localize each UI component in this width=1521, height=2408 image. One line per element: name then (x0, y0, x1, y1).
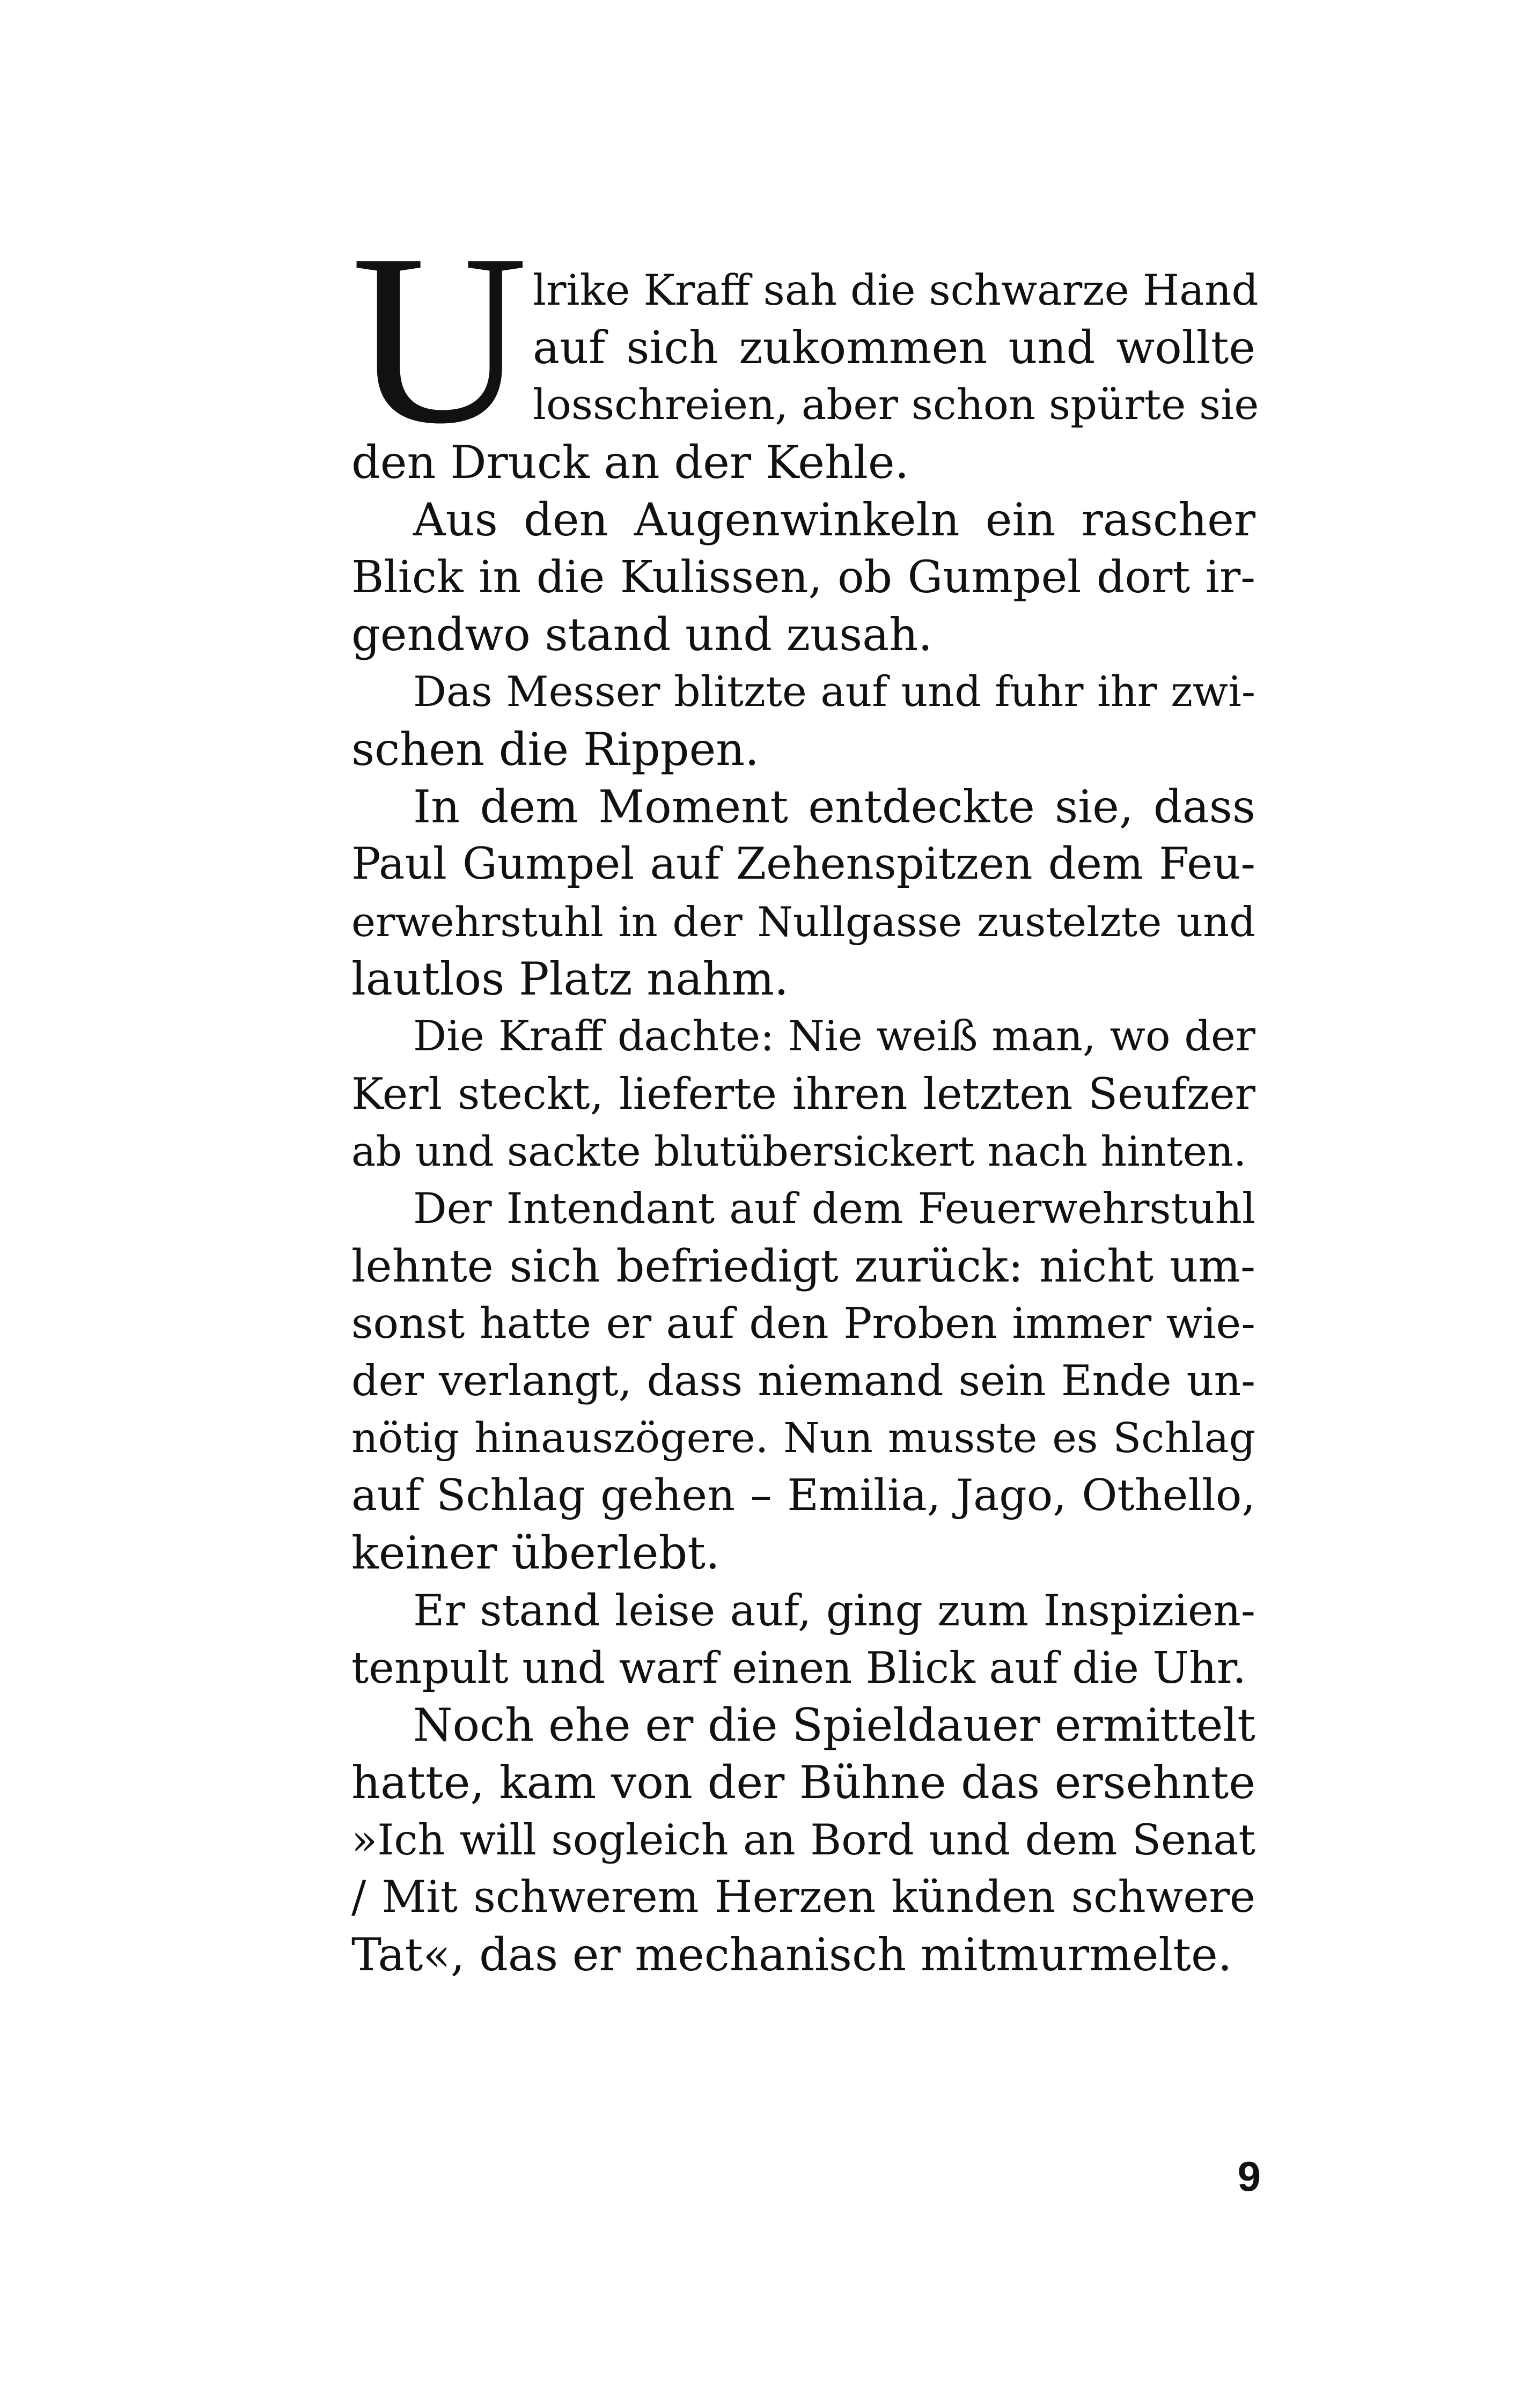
text-line: / Mit schwerem Herzen künden schwere (351, 1872, 1255, 1923)
text-line: auf sich zukommen und wollte (533, 321, 1255, 374)
text-line: keiner überlebt. (351, 1527, 720, 1579)
text-line: auf Schlag gehen – Emilia, Jago, Othello, (351, 1470, 1255, 1521)
text-line: Blick in die Kulissen, ob Gumpel dort ir- (351, 552, 1255, 603)
text-line: Der Intendant auf dem Feuerwehrstuhl (413, 1184, 1255, 1233)
body-text (351, 262, 1259, 1984)
text-line: lehnte sich befriedigt zurück: nicht um- (351, 1240, 1255, 1292)
text-line: Aus den Augenwinkeln ein rascher (413, 494, 1255, 546)
text-line: Das Messer blitzte auf und fuhr ihr zwi- (413, 668, 1255, 716)
text-line: erwehrstuhl in der Nullgasse zustelzte und (351, 898, 1255, 946)
text-line: Tat«, das er mechanisch mitmurmelte. (351, 1928, 1232, 1981)
text-line: gendwo stand und zusah. (351, 608, 933, 661)
text-line: lautlos Platz nahm. (351, 953, 789, 1005)
text-line: In dem Moment entdeckte sie, dass (413, 780, 1255, 833)
page-number: 9 (1237, 2153, 1261, 2200)
text-line: Kerl steckt, lieferte ihren letzten Seufzer (351, 1069, 1255, 1119)
text-line: den Druck an der Kehle. (351, 436, 909, 489)
text-line: ab und sackte blutübersickert nach hinten. (351, 1128, 1247, 1175)
text-line: der verlangt, dass niemand sein Ende un- (351, 1356, 1255, 1405)
text-line: schen die Rippen. (351, 723, 759, 776)
drop-cap-initial: U (351, 204, 528, 474)
text-line: lrike Kraff sah die schwarze Hand (533, 266, 1259, 315)
text-line: Er stand leise auf, ging zum Inspizien- (413, 1586, 1255, 1636)
text-line: Die Kraff dachte: Nie weiß man, wo der (413, 1012, 1255, 1061)
text-line: tenpult und warf einen Blick auf die Uhr. (351, 1643, 1246, 1693)
text-line: hatte, kam von der Bühne das ersehnte (351, 1756, 1255, 1809)
text-line: nötig hinauszögere. Nun musste es Schlag (351, 1414, 1255, 1462)
text-line: Paul Gumpel auf Zehenspitzen dem Feu- (351, 839, 1255, 889)
text-line: Noch ehe er die Spieldauer ermittelt (413, 1699, 1255, 1751)
text-line: sonst hatte er auf den Proben immer wie- (351, 1299, 1255, 1348)
text-line: »Ich will sogleich an Bord und dem Senat (351, 1815, 1255, 1865)
text-line: losschreien, aber schon spürte sie (533, 381, 1259, 429)
